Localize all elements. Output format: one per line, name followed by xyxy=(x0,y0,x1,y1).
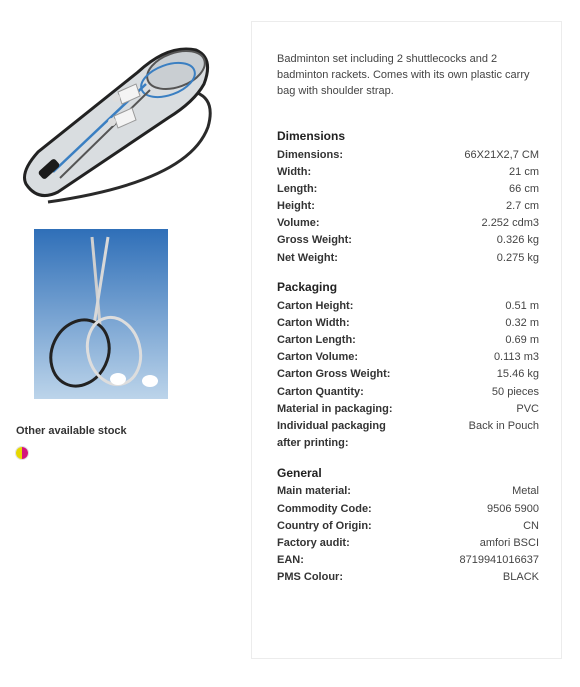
spec-value: 0.69 m xyxy=(505,334,539,346)
spec-label: Main material: xyxy=(277,485,351,497)
product-details-panel xyxy=(251,21,562,659)
spec-label: Dimensions: xyxy=(277,149,344,161)
spec-value: 66X21X2,7 CM xyxy=(464,149,539,161)
spec-value: CN xyxy=(523,520,539,532)
spec-value: 0.32 m xyxy=(505,317,539,329)
other-stock-label: Other available stock xyxy=(16,425,127,437)
spec-value: 21 cm xyxy=(509,166,539,178)
spec-value: BLACK xyxy=(502,571,539,583)
spec-label: EAN: xyxy=(277,554,304,566)
product-image-main[interactable] xyxy=(18,32,218,212)
spec-label: Length: xyxy=(277,183,318,195)
section-title-dimensions: Dimensions xyxy=(277,129,346,143)
section-title-general: General xyxy=(277,466,322,480)
spec-label: Height: xyxy=(277,200,315,212)
spec-value: PVC xyxy=(516,403,539,415)
product-description: Badminton set including 2 shuttlecocks and 2 badminton rackets. Comes with its own plastic carry bag with shoulder strap. xyxy=(277,53,530,97)
spec-label: Commodity Code: xyxy=(277,503,372,515)
spec-value: 0.275 kg xyxy=(496,252,539,264)
spec-label: Carton Width: xyxy=(277,317,350,329)
spec-label: Carton Quantity: xyxy=(277,386,364,398)
spec-label: Factory audit: xyxy=(277,537,350,549)
spec-value: amfori BSCI xyxy=(479,537,539,549)
spec-value: 15.46 kg xyxy=(496,368,539,380)
spec-value: 2.7 cm xyxy=(505,200,539,212)
spec-label: Net Weight: xyxy=(277,252,338,264)
spec-value: Metal xyxy=(512,485,539,497)
spec-label: Individual packaging after printing: xyxy=(277,420,386,449)
spec-value: 66 cm xyxy=(509,183,539,195)
section-title-packaging: Packaging xyxy=(277,280,338,294)
spec-label: Carton Volume: xyxy=(277,351,359,363)
spec-label: Material in packaging: xyxy=(277,403,393,415)
spec-label: PMS Colour: xyxy=(277,571,343,583)
product-image-secondary[interactable] xyxy=(34,229,168,399)
spec-value: 0.113 m3 xyxy=(493,351,539,363)
spec-label: Carton Height: xyxy=(277,300,354,312)
spec-label: Gross Weight: xyxy=(277,234,352,246)
spec-value: 50 pieces xyxy=(491,386,539,398)
spec-label: Volume: xyxy=(277,217,320,229)
spec-label: Carton Length: xyxy=(277,334,356,346)
spec-value: 0.326 kg xyxy=(496,234,539,246)
spec-value: 0.51 m xyxy=(505,300,539,312)
spec-value: 8719941016637 xyxy=(459,554,539,566)
spec-value: 9506 5900 xyxy=(487,503,539,515)
spec-value: Back in Pouch xyxy=(468,420,539,432)
spec-value: 2.252 cdm3 xyxy=(481,217,539,229)
spec-label: Carton Gross Weight: xyxy=(277,368,391,380)
color-swatch-yellow-magenta[interactable] xyxy=(16,447,28,459)
spec-label: Width: xyxy=(277,166,312,178)
spec-label: Country of Origin: xyxy=(277,520,372,532)
